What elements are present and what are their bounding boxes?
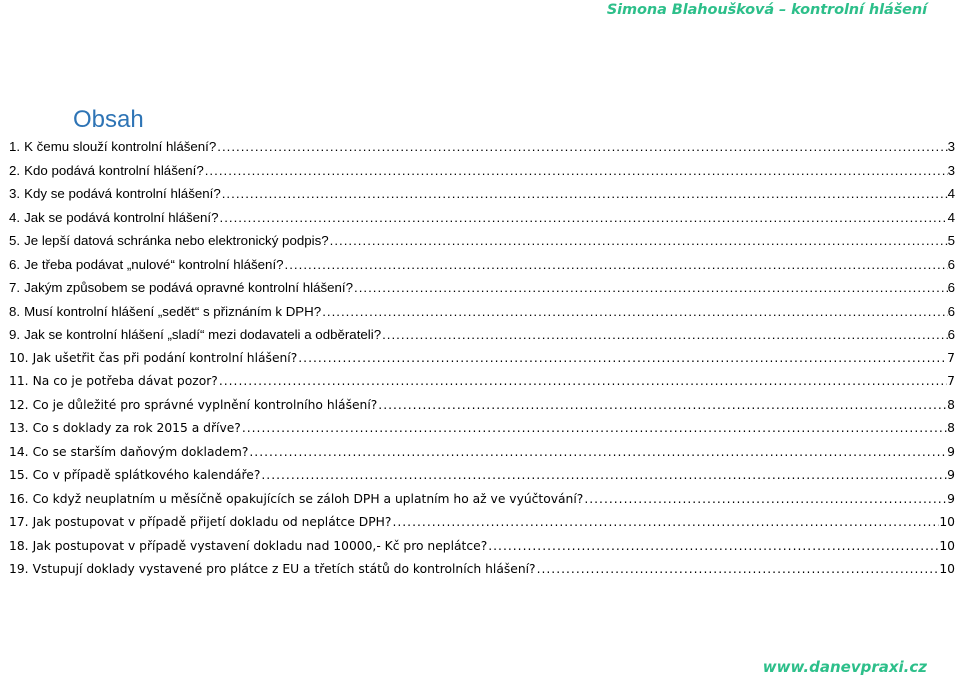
toc-dot-leader [381,327,948,342]
toc-entry-page: 8 [947,397,955,412]
toc-entry-page: 3 [947,162,955,178]
toc-dot-leader [241,421,947,435]
toc-entry-text: Jak postupovat v případě vystavení dokladu nad 10000,- Kč pro neplátce? [32,538,488,553]
toc-entry-10[interactable] [9,351,955,375]
toc-dot-leader [329,233,948,248]
toc-entry-number: 14. [9,444,29,459]
toc-entry-text: K čemu slouží kontrolní hlášení? [24,139,217,154]
toc-entry-text: Co je důležité pro správné vyplnění kontrolního hlášení? [32,397,378,412]
toc-entry-text: Co se starším daňovým dokladem? [32,444,249,459]
toc-entry-page: 5 [947,233,955,248]
toc-entry-page: 4 [947,186,955,201]
toc-entry-9[interactable] [9,327,955,351]
toc-entry-page: 8 [947,421,955,435]
toc-dot-leader [321,304,947,319]
toc-entry-14[interactable] [9,445,955,469]
toc-entry-page: 9 [947,444,955,459]
toc-entry-text: Jak ušetřit čas při podání kontrolní hlášení? [32,350,298,365]
toc-dot-leader [248,445,947,459]
toc-entry-page: 7 [947,350,955,365]
toc-entry-number: 4. [9,209,21,225]
toc-entry-page: 9 [947,491,955,506]
toc-entry-number: 16. [9,491,29,506]
toc-entry-number: 19. [9,562,29,576]
toc-entry-number: 11. [9,374,29,388]
toc-entry-text: Jak se podává kontrolní hlášení? [24,209,219,225]
toc-dot-leader [260,468,947,482]
toc-entry-11[interactable] [9,374,955,398]
toc-entry-number: 7. [9,280,21,295]
toc-entry-19[interactable] [9,562,955,586]
toc-entry-number: 5. [9,233,21,248]
toc-entry-number: 18. [9,538,29,553]
toc-entry-text: Musí kontrolní hlášení „sedět“ s přiznáním k DPH? [24,303,322,319]
toc-entry-text: Je třeba podávat „nulové“ kontrolní hlášení? [24,256,284,272]
toc-entry-13[interactable] [9,421,955,445]
toc-entry-text: Jak postupovat v případě přijetí dokladu od neplátce DPH? [32,515,392,529]
toc-entry-16[interactable] [9,492,955,516]
toc-entry-page: 10 [939,515,955,529]
toc-dot-leader [219,210,948,225]
toc-entry-page: 7 [947,374,955,388]
toc-entry-number: 1. [9,139,21,154]
toc-entry-2[interactable] [9,163,955,187]
toc-dot-leader [536,562,940,576]
toc-entry-text: Kdo podává kontrolní hlášení? [24,162,204,178]
toc-entry-number: 17. [9,515,29,529]
toc-entry-4[interactable] [9,210,955,234]
toc-entry-6[interactable] [9,257,955,281]
toc-entry-18[interactable] [9,539,955,563]
header-title: Simona Blahoušková – kontrolní hlášení [606,2,927,18]
toc-entry-page: 3 [947,139,955,154]
toc-entry-1[interactable] [9,139,955,163]
toc-entry-page: 6 [947,256,955,272]
toc-dot-leader [216,139,947,154]
toc-entry-12[interactable] [9,398,955,422]
toc-entry-text: Co s doklady za rok 2015 a dříve? [32,421,241,435]
toc-entry-number: 13. [9,421,29,435]
toc-dot-leader [353,280,948,295]
toc-entry-15[interactable] [9,468,955,492]
toc-entry-page: 10 [939,562,955,576]
toc-entry-text: Je lepší datová schránka nebo elektronický podpis? [24,233,329,248]
toc-entry-text: Vstupují doklady vystavené pro plátce z EU a třetích států do kontrolních hlášení? [32,562,536,576]
toc-entry-text: Jak se kontrolní hlášení „sladí“ mezi dodavateli a odběrateli? [24,327,382,342]
toc-entry-page: 4 [947,209,955,225]
toc-heading: Obsah [73,106,144,133]
toc-dot-leader [204,163,948,178]
toc-entry-text: Co když neuplatním u měsíčně opakujících se záloh DPH a uplatním ho až ve vyúčtování? [32,491,584,506]
toc-entry-number: 10. [9,350,29,365]
table-of-contents [9,139,955,586]
toc-entry-5[interactable] [9,233,955,257]
toc-entry-page: 10 [939,538,955,553]
toc-entry-page: 6 [947,303,955,319]
toc-entry-number: 15. [9,468,29,482]
toc-entry-text: Kdy se podává kontrolní hlášení? [24,186,221,201]
toc-entry-17[interactable] [9,515,955,539]
toc-dot-leader [377,398,947,412]
toc-entry-number: 8. [9,303,21,319]
toc-entry-text: Jakým způsobem se podává opravné kontrolní hlášení? [24,280,354,295]
toc-entry-number: 12. [9,397,29,412]
toc-entry-text: Co v případě splátkového kalendáře? [32,468,261,482]
toc-entry-number: 3. [9,186,21,201]
toc-dot-leader [221,186,948,201]
toc-dot-leader [284,257,948,272]
toc-entry-number: 6. [9,256,21,272]
toc-entry-number: 2. [9,162,21,178]
toc-dot-leader [583,492,947,506]
toc-entry-page: 9 [947,468,955,482]
footer-website-link[interactable]: www.danevpraxi.cz [762,658,927,676]
toc-entry-8[interactable] [9,304,955,328]
toc-dot-leader [391,515,939,529]
toc-entry-number: 9. [9,327,21,342]
toc-entry-page: 6 [947,280,955,295]
toc-entry-3[interactable] [9,186,955,210]
toc-dot-leader [487,539,939,553]
toc-dot-leader [297,351,947,365]
toc-dot-leader [218,374,947,388]
toc-entry-7[interactable] [9,280,955,304]
toc-entry-text: Na co je potřeba dávat pozor? [32,374,218,388]
toc-entry-page: 6 [947,327,955,342]
